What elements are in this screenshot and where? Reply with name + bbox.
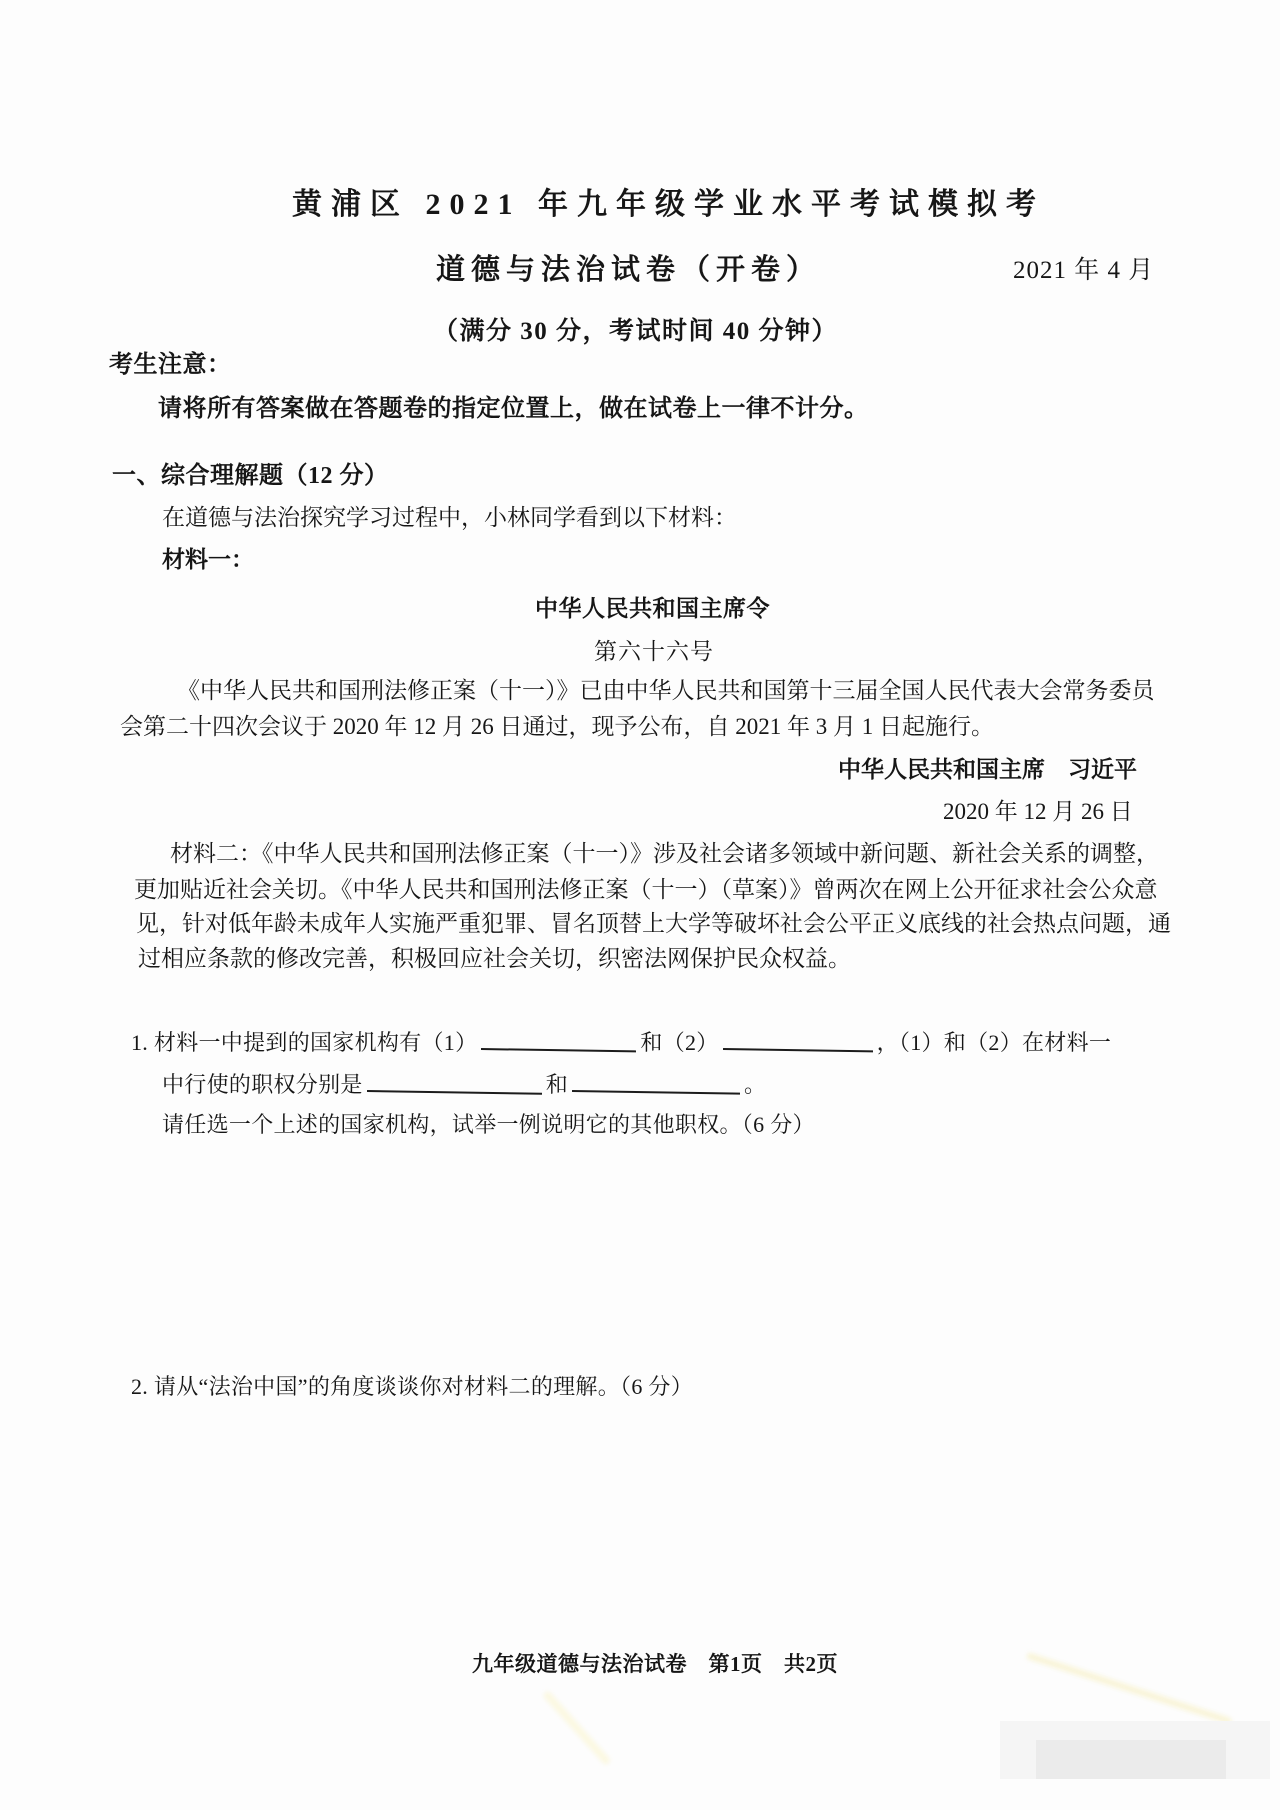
material2-line-1: 材料二：《中华人民共和国刑法修正案（十一）》涉及社会诸多领域中新问题、新社会关系的调整，: [170, 841, 1159, 866]
question-1-line-2: [162, 1070, 766, 1097]
question-2: 2. 请从“法治中国”的角度谈谈你对材料二的理解。（6 分）: [131, 1374, 694, 1399]
question-1-text: 。: [744, 1072, 767, 1097]
decree-signature: 中华人民共和国主席 习近平: [838, 757, 1137, 782]
answer-blank: [481, 1028, 636, 1052]
answer-blank: [367, 1070, 542, 1095]
exam-date: 2021 年 4 月: [1013, 257, 1155, 284]
decree-body-line-2: 会第二十四次会议于 2020 年 12 月 26 日通过，现予公布，自 2021 年 3 月 1 日起施行。: [120, 714, 994, 739]
scan-stain: [1026, 1652, 1233, 1725]
question-1-line-3: 请任选一个上述的国家机构，试举一例说明它的其他职权。（6 分）: [162, 1112, 815, 1137]
decree-number: 第六十六号: [594, 639, 714, 664]
notice-text: 请将所有答案做在答题卷的指定位置上，做在试卷上一律不计分。: [158, 396, 869, 422]
material2-line-3: 见，针对低年龄未成年人实施严重犯罪、冒名顶替上大学等破坏社会公平正义底线的社会热点问题，通: [136, 911, 1171, 936]
question-1-text: 1. 材料一中提到的国家机构有（1）: [131, 1030, 478, 1055]
exam-title: 黄浦区 2021 年九年级学业水平考试模拟考: [292, 188, 1045, 221]
question-1-text: ，（1）和（2）在材料一: [876, 1030, 1112, 1055]
score-time-note: （满分 30 分，考试时间 40 分钟）: [433, 318, 839, 345]
question-1-text: 和: [545, 1072, 569, 1097]
material2-line-4: 过相应条款的修改完善，积极回应社会关切，织密法网保护民众权益。: [138, 946, 851, 971]
question-1-text: 中行使的职权分别是: [162, 1072, 363, 1097]
decree-sign-date: 2020 年 12 月 26 日: [943, 799, 1133, 824]
question-1-line-1: [131, 1028, 1111, 1055]
scan-stain: [542, 1690, 612, 1766]
material2-line-2: 更加贴近社会关切。《中华人民共和国刑法修正案（十一）（草案）》曾两次在网上公开征求社会公众意: [134, 877, 1158, 902]
answer-blank: [572, 1070, 740, 1095]
decree-body-line-1: 《中华人民共和国刑法修正案（十一）》已由中华人民共和国第十三届全国人民代表大会常务委员: [177, 678, 1155, 703]
decree-title: 中华人民共和国主席令: [535, 596, 770, 621]
watermark-box-inner: [1036, 1740, 1226, 1779]
section-intro: 在道德与法治探究学习过程中，小林同学看到以下材料：: [162, 505, 737, 530]
notice-label: 考生注意：: [109, 352, 232, 378]
question-1-text: 和（2）: [640, 1030, 719, 1055]
page-footer: 九年级道德与法治试卷 第1页 共2页: [472, 1652, 838, 1676]
paper-title: 道德与法治试卷（开卷）: [436, 254, 822, 286]
section-heading: 一、综合理解题（12 分）: [112, 463, 389, 489]
answer-blank: [723, 1028, 873, 1052]
material1-label: 材料一：: [162, 547, 254, 572]
